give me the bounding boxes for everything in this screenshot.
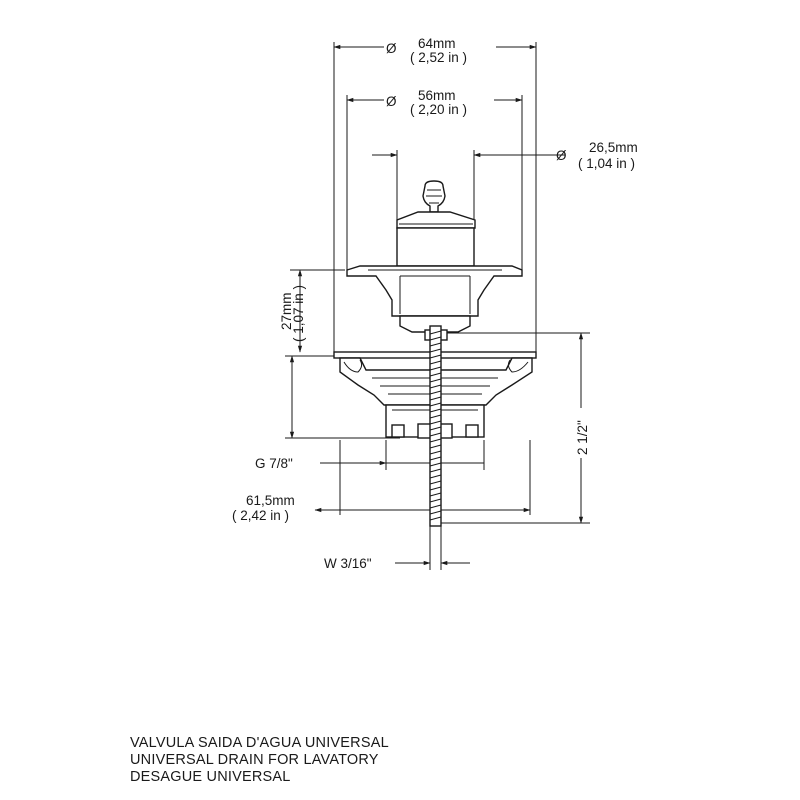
upper-height-inches: ( 1,07 in ) (291, 284, 306, 342)
thread-label: G 7/8" (255, 456, 293, 471)
upper-height-mm: 27mm (279, 292, 294, 330)
outer-diameter-inches: ( 2,52 in ) (410, 50, 468, 65)
flange-diameter-symbol: Ø (386, 94, 397, 109)
total-height-label: 2 1/2" (575, 420, 590, 455)
flange-diameter-inches: ( 2,20 in ) (410, 102, 468, 117)
drain-part (334, 181, 536, 526)
dimension-thread (255, 440, 484, 471)
outer-diameter-mm: 64mm (418, 36, 456, 51)
dimension-stopper-diameter (372, 140, 638, 225)
stopper-diameter-symbol: Ø (556, 148, 567, 163)
caption-block (130, 735, 389, 786)
caption-line-en: UNIVERSAL DRAIN FOR LAVATORY (130, 752, 379, 768)
flange-diameter-mm: 56mm (418, 88, 456, 103)
body-width-inches: ( 2,42 in ) (232, 508, 290, 523)
rod-label: W 3/16" (324, 556, 372, 571)
stopper-diameter-inches: ( 1,04 in ) (578, 156, 636, 171)
dimension-body-width (230, 440, 530, 524)
outer-diameter-symbol: Ø (386, 41, 397, 56)
body-width-mm: 61,5mm (246, 493, 295, 508)
dimension-rod (324, 525, 470, 571)
dimension-upper-height (279, 270, 345, 352)
stopper-diameter-mm: 26,5mm (589, 140, 638, 155)
caption-line-es: DESAGUE UNIVERSAL (130, 769, 291, 785)
caption-line-pt: VALVULA SAIDA D'AGUA UNIVERSAL (130, 735, 389, 751)
